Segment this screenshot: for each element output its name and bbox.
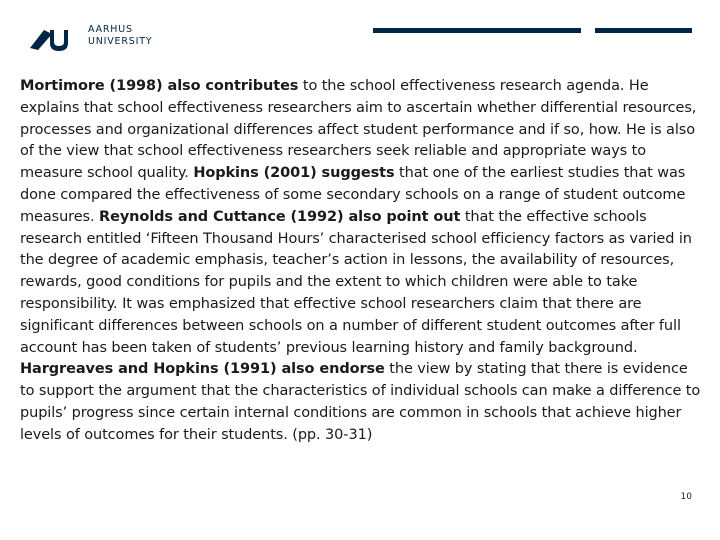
page-number: 10 — [680, 492, 692, 502]
text-segment-4: the view by stating that there is evidence to support the argument that the characteristics of individual schools can make a difference to pupils’ progress since certain internal conditions are common in schools that achieve higher levels of outcomes for their students. (pp. 30-31) — [20, 361, 701, 443]
logo-line-2: UNIVERSITY — [88, 36, 153, 47]
header-rule-short — [595, 28, 692, 33]
university-name — [88, 24, 152, 48]
citation-hopkins: Hopkins (2001) suggests — [193, 165, 395, 182]
logo-line-1: AARHUS — [88, 24, 133, 35]
citation-mortimore: Mortimore (1998) also contributes — [20, 78, 299, 94]
text-segment-1: to the school effectiveness research agenda. He explains that school effectiveness researchers aim to ascertain whether differential resources, processes and organizational differences affect student performance and if so, how. He is also of the view that school effectiveness researchers seek reliable and appropriate ways to measure school quality. — [20, 78, 697, 182]
citation-reynolds-cuttance: Reynolds and Cuttance (1992) also point out — [99, 208, 461, 225]
header-rule-long — [373, 28, 581, 33]
body-paragraph — [20, 76, 706, 447]
text-segment-3: that the effective schools research entitled ‘Fifteen Thousand Hours’ characterised school efficiency factors as varied in the degree of academic emphasis, teacher’s action in lessons, the availability of resources, rewards, good conditions for pupils and the extent to which children were able to take responsibility. It was emphasized that effective school researchers claim that there are significant differences between schools on a number of different student outcomes after full account has been taken of students’ previous learning history and family background. — [20, 208, 692, 356]
text-segment-2: that one of the earliest studies that was done compared the effectiveness of some secondary schools on a range of student outcome measures. — [20, 165, 686, 225]
citation-hargreaves-hopkins: Hargreaves and Hopkins (1991) also endorse — [20, 361, 385, 378]
aarhus-university-logo-icon — [28, 24, 78, 52]
